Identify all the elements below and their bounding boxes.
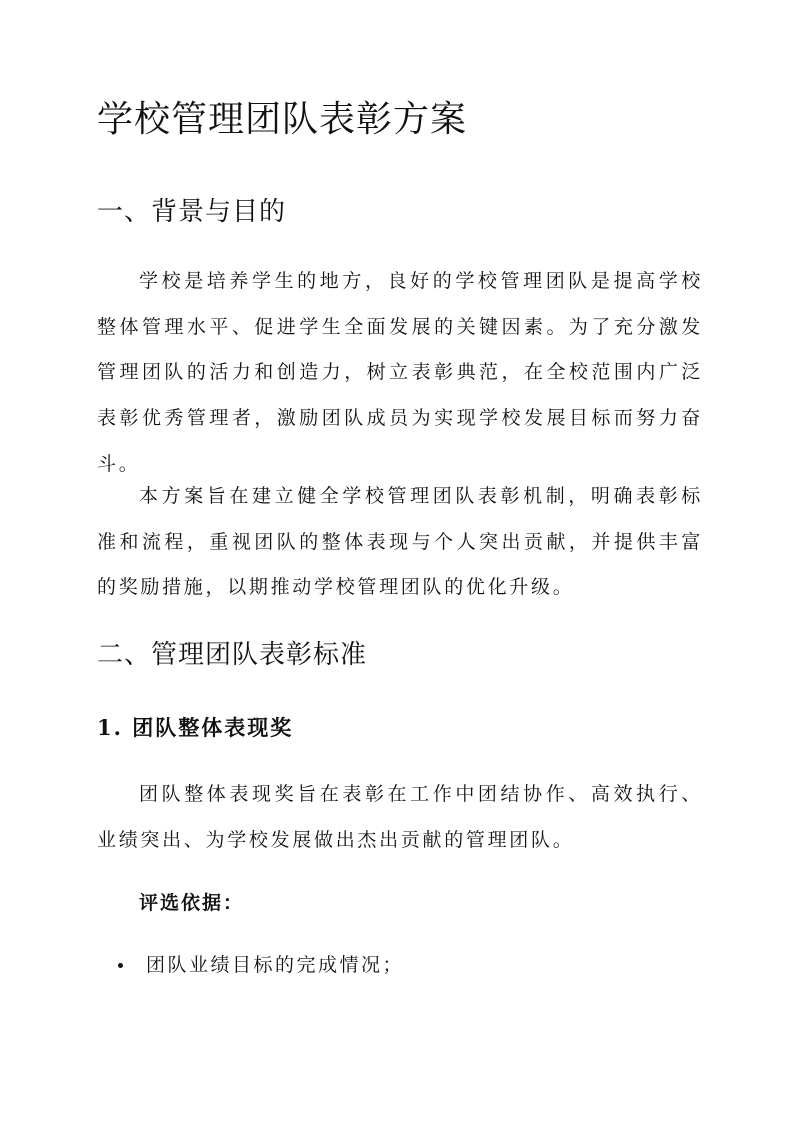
criteria-list-item xyxy=(97,947,703,983)
bullet-icon xyxy=(118,963,123,968)
criteria-list xyxy=(97,947,703,983)
background-paragraph-2: 本方案旨在建立健全学校管理团队表彰机制，明确表彰标准和流程，重视团队的整体表现与个人突出贡献，并提供丰富的奖励措施，以期推动学校管理团队的优化升级。 xyxy=(97,485,703,599)
subsection-heading-team-award: 1. 团队整体表现奖 xyxy=(97,715,294,740)
background-paragraph-1: 学校是培养学生的地方，良好的学校管理团队是提高学校整体管理水平、促进学生全面发展的关键因素。为了充分激发管理团队的活力和创造力，树立表彰典范，在全校范围内广泛表彰优秀管理者，激励团队成员为实现学校发展目标而努力奋斗。 xyxy=(97,270,703,475)
section-heading-standards: 二、管理团队表彰标准 xyxy=(97,640,368,670)
criteria-item-text: 团队业绩目标的完成情况； xyxy=(146,954,405,976)
team-award-paragraph: 团队整体表现奖旨在表彰在工作中团结协作、高效执行、业绩突出、为学校发展做出杰出贡献的管理团队。 xyxy=(97,783,703,851)
document-title: 学校管理团队表彰方案 xyxy=(97,99,468,140)
section-heading-background: 一、背景与目的 xyxy=(97,197,287,227)
criteria-label: 评选依据： xyxy=(139,892,245,914)
